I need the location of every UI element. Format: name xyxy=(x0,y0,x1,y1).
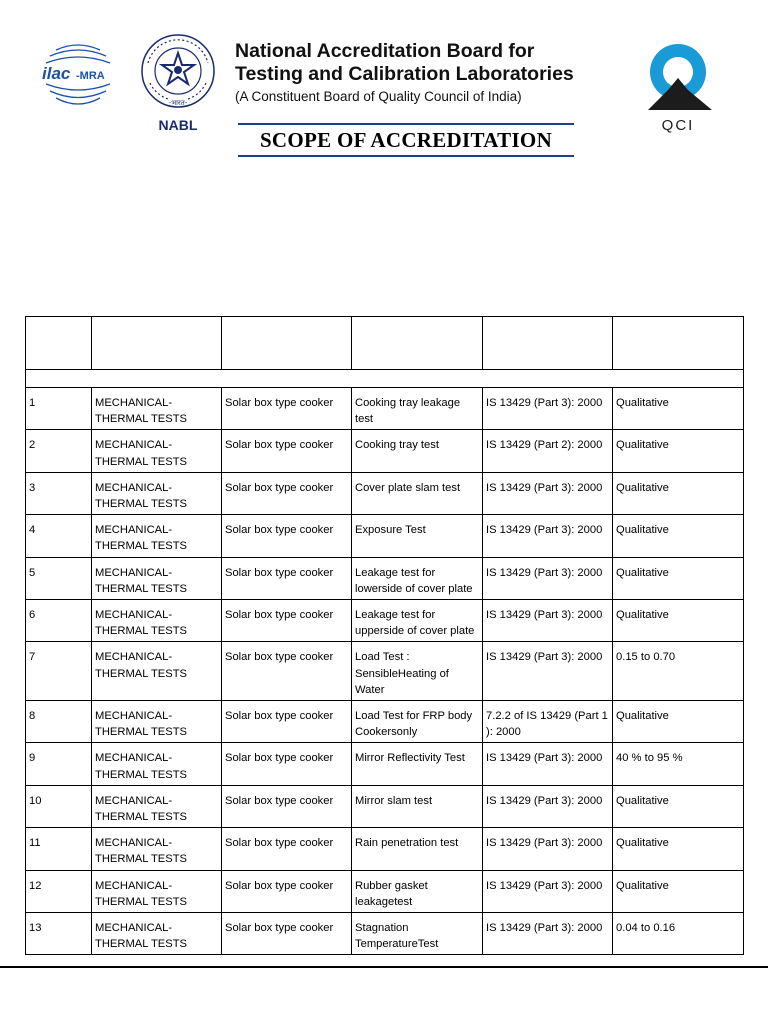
svg-text:-भारत-: -भारत- xyxy=(168,99,188,107)
header-cell xyxy=(222,317,352,370)
table-row xyxy=(26,557,744,599)
range-cell: Qualitative xyxy=(613,472,744,514)
test-method-cell: IS 13429 (Part 3): 2000 xyxy=(483,913,613,955)
group-cell xyxy=(26,370,744,388)
row-number-cell: 8 xyxy=(26,701,92,743)
svg-text:ilac: ilac xyxy=(42,64,71,83)
range-cell: Qualitative xyxy=(613,785,744,827)
row-number-cell: 9 xyxy=(26,743,92,785)
range-cell: 0.04 to 0.16 xyxy=(613,913,744,955)
qci-logo xyxy=(640,38,720,138)
discipline-cell: MECHANICAL- THERMAL TESTS xyxy=(92,913,222,955)
test-method-cell: IS 13429 (Part 3): 2000 xyxy=(483,600,613,642)
test-name-cell: Cooking tray test xyxy=(352,430,483,472)
discipline-cell: MECHANICAL- THERMAL TESTS xyxy=(92,642,222,701)
test-method-cell: IS 13429 (Part 3): 2000 xyxy=(483,472,613,514)
discipline-cell: MECHANICAL- THERMAL TESTS xyxy=(92,515,222,557)
table-row xyxy=(26,642,744,701)
product-cell: Solar box type cooker xyxy=(222,388,352,430)
discipline-cell: MECHANICAL- THERMAL TESTS xyxy=(92,388,222,430)
range-cell: Qualitative xyxy=(613,828,744,870)
table-row xyxy=(26,870,744,912)
table-row xyxy=(26,515,744,557)
test-name-cell: Load Test : SensibleHeating of Water xyxy=(352,642,483,701)
svg-text:-MRA: -MRA xyxy=(76,70,105,82)
discipline-cell: MECHANICAL- THERMAL TESTS xyxy=(92,828,222,870)
row-number-cell: 2 xyxy=(26,430,92,472)
table-header-row xyxy=(26,317,744,370)
document-title: SCOPE OF ACCREDITATION xyxy=(238,123,574,157)
product-cell: Solar box type cooker xyxy=(222,430,352,472)
test-method-cell: IS 13429 (Part 3): 2000 xyxy=(483,515,613,557)
range-cell: Qualitative xyxy=(613,388,744,430)
row-number-cell: 10 xyxy=(26,785,92,827)
org-name-line-1: National Accreditation Board for xyxy=(235,40,535,62)
product-cell: Solar box type cooker xyxy=(222,600,352,642)
row-number-cell: 11 xyxy=(26,828,92,870)
product-cell: Solar box type cooker xyxy=(222,642,352,701)
product-cell: Solar box type cooker xyxy=(222,870,352,912)
test-name-cell: Cover plate slam test xyxy=(352,472,483,514)
test-name-cell: Leakage test for upperside of cover plate xyxy=(352,600,483,642)
footer-rule xyxy=(0,966,768,968)
discipline-cell: MECHANICAL- THERMAL TESTS xyxy=(92,785,222,827)
header-cell xyxy=(92,317,222,370)
discipline-cell: MECHANICAL- THERMAL TESTS xyxy=(92,557,222,599)
row-number-cell: 6 xyxy=(26,600,92,642)
org-subtitle: (A Constituent Board of Quality Council of India) xyxy=(235,89,522,104)
range-cell: Qualitative xyxy=(613,870,744,912)
row-number-cell: 1 xyxy=(26,388,92,430)
table-row xyxy=(26,600,744,642)
test-name-cell: Cooking tray leakage test xyxy=(352,388,483,430)
test-name-cell: Mirror Reflectivity Test xyxy=(352,743,483,785)
test-method-cell: IS 13429 (Part 3): 2000 xyxy=(483,557,613,599)
header-cell xyxy=(352,317,483,370)
table-row xyxy=(26,913,744,955)
test-method-cell: IS 13429 (Part 3): 2000 xyxy=(483,828,613,870)
organization-name xyxy=(235,40,635,86)
discipline-cell: MECHANICAL- THERMAL TESTS xyxy=(92,743,222,785)
discipline-cell: MECHANICAL- THERMAL TESTS xyxy=(92,870,222,912)
test-name-cell: Rain penetration test xyxy=(352,828,483,870)
table-row xyxy=(26,430,744,472)
product-cell: Solar box type cooker xyxy=(222,785,352,827)
product-cell: Solar box type cooker xyxy=(222,828,352,870)
product-cell: Solar box type cooker xyxy=(222,515,352,557)
test-method-cell: IS 13429 (Part 2): 2000 xyxy=(483,430,613,472)
svg-text:NABL: NABL xyxy=(158,117,198,133)
range-cell: Qualitative xyxy=(613,701,744,743)
table-row xyxy=(26,828,744,870)
table-row xyxy=(26,743,744,785)
product-cell: Solar box type cooker xyxy=(222,743,352,785)
test-name-cell: Stagnation TemperatureTest xyxy=(352,913,483,955)
row-number-cell: 13 xyxy=(26,913,92,955)
product-cell: Solar box type cooker xyxy=(222,557,352,599)
svg-text:QCI: QCI xyxy=(661,117,695,133)
test-name-cell: Load Test for FRP body Cookersonly xyxy=(352,701,483,743)
header-cell xyxy=(613,317,744,370)
nabl-logo xyxy=(138,33,218,138)
row-number-cell: 3 xyxy=(26,472,92,514)
table-row xyxy=(26,388,744,430)
range-cell: Qualitative xyxy=(613,430,744,472)
row-number-cell: 7 xyxy=(26,642,92,701)
range-cell: 0.15 to 0.70 xyxy=(613,642,744,701)
row-number-cell: 4 xyxy=(26,515,92,557)
test-method-cell: IS 13429 (Part 3): 2000 xyxy=(483,388,613,430)
test-method-cell: IS 13429 (Part 3): 2000 xyxy=(483,642,613,701)
range-cell: Qualitative xyxy=(613,600,744,642)
test-name-cell: Mirror slam test xyxy=(352,785,483,827)
group-row xyxy=(26,370,744,388)
discipline-cell: MECHANICAL- THERMAL TESTS xyxy=(92,430,222,472)
test-method-cell: IS 13429 (Part 3): 2000 xyxy=(483,870,613,912)
discipline-cell: MECHANICAL- THERMAL TESTS xyxy=(92,600,222,642)
product-cell: Solar box type cooker xyxy=(222,913,352,955)
range-cell: 40 % to 95 % xyxy=(613,743,744,785)
discipline-cell: MECHANICAL- THERMAL TESTS xyxy=(92,472,222,514)
test-method-cell: IS 13429 (Part 3): 2000 xyxy=(483,743,613,785)
product-cell: Solar box type cooker xyxy=(222,701,352,743)
discipline-cell: MECHANICAL- THERMAL TESTS xyxy=(92,701,222,743)
header-cell xyxy=(483,317,613,370)
test-method-cell: IS 13429 (Part 3): 2000 xyxy=(483,785,613,827)
header-cell xyxy=(26,317,92,370)
range-cell: Qualitative xyxy=(613,557,744,599)
row-number-cell: 5 xyxy=(26,557,92,599)
product-cell: Solar box type cooker xyxy=(222,472,352,514)
test-name-cell: Exposure Test xyxy=(352,515,483,557)
ilac-mra-logo xyxy=(38,38,118,115)
org-name-line-2: Testing and Calibration Laboratories xyxy=(235,63,574,85)
document-header xyxy=(0,0,768,170)
table-row xyxy=(26,472,744,514)
table-row xyxy=(26,785,744,827)
test-name-cell: Leakage test for lowerside of cover plate xyxy=(352,557,483,599)
test-name-cell: Rubber gasket leakagetest xyxy=(352,870,483,912)
test-method-cell: 7.2.2 of IS 13429 (Part 1 ): 2000 xyxy=(483,701,613,743)
range-cell: Qualitative xyxy=(613,515,744,557)
row-number-cell: 12 xyxy=(26,870,92,912)
scope-table xyxy=(25,316,744,955)
table-row xyxy=(26,701,744,743)
